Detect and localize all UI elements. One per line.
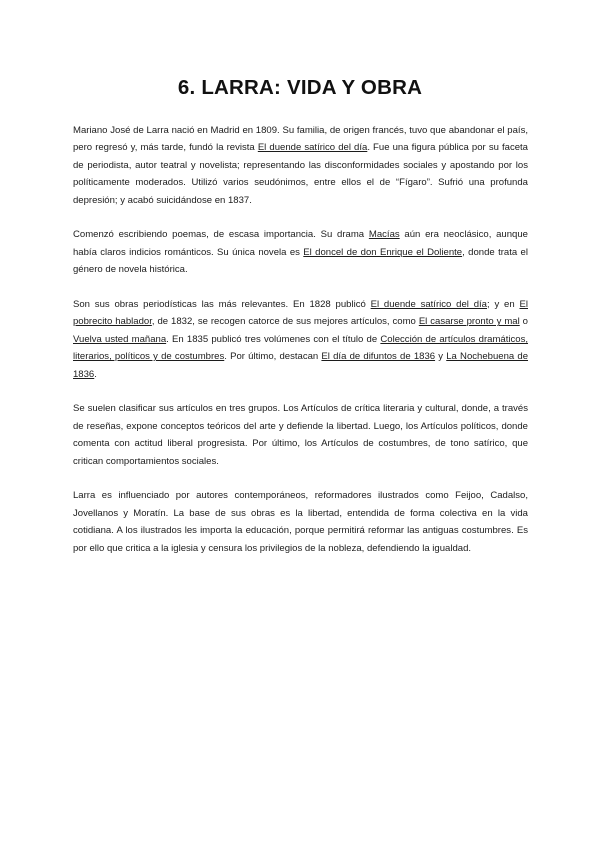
text-run: .: [94, 368, 97, 380]
work-title-duende-satirico: El duende satírico del día: [257, 142, 368, 154]
text-run: y: [435, 351, 447, 363]
work-title-coleccion-articulos: Colección de artículos dramáticos, literarios, políticos y de costumbres: [73, 333, 529, 363]
text-run: Se suelen clasificar sus artículos en tres grupos. Los Artículos de crítica literaria y cultural, donde, a través de reseñas, expone conceptos teóricos del arte y defiende la libertad. Luego, los Artículos políticos, donde comenta con actitud liberal progresista. Por último, los Artículos de costumbres, de tono satírico, que critican comportamientos sociales.: [73, 403, 528, 467]
page-title: 6. LARRA: VIDA Y OBRA: [177, 76, 423, 99]
text-run: aún era neoclásico, aunque había claros indicios románticos. Su única novela es: [73, 229, 528, 258]
work-title-casarse-pronto: El casarse pronto y mal: [418, 316, 520, 328]
text-run: . En 1835 publicó tres volúmenes con el título de: [166, 333, 381, 345]
paragraph-early-works: [73, 226, 528, 278]
work-title-doncel: El doncel de don Enrique el Doliente: [303, 246, 463, 258]
document-body: [73, 122, 528, 574]
text-run: ; y en: [487, 299, 520, 311]
work-title-pobrecito-hablador: El pobrecito hablador: [73, 299, 528, 328]
work-title-nochebuena: La Nochebuena de 1836: [73, 351, 529, 380]
text-run: o: [519, 316, 528, 328]
paragraph-article-groups: [73, 400, 528, 470]
text-run: Son sus obras periodísticas las más relevantes. En 1828 publicó: [73, 299, 371, 311]
paragraph-influences: [73, 487, 528, 557]
paragraph-biography: [73, 122, 528, 209]
work-title-duende-satirico: El duende satírico del día: [370, 299, 487, 311]
text-run: . Por último, destacan: [224, 351, 322, 363]
paragraph-journalism: [73, 296, 528, 383]
text-run: Mariano José de Larra nació en Madrid en 1809. Su familia, de origen francés, tuvo que abandonar el país, pero regresó y, más tarde, fundó la revista: [73, 125, 528, 154]
text-run: Comenzó escribiendo poemas, de escasa importancia. Su drama: [73, 229, 369, 241]
work-title-macias: Macías: [368, 229, 400, 241]
text-run: Larra es influenciado por autores contemporáneos, reformadores ilustrados como Feijoo, Cadalso, Jovellanos y Moratín. La base de sus obras es la libertad, entendida de forma colectiva en la vida cotidiana. A los ilustrados les importa la educación, porque permitirá reformar las antiguas costumbres. Es por ello que critica a la iglesia y censura los privilegios de la nobleza, defendiendo la igualdad.: [73, 490, 528, 554]
text-run: , de 1832, se recogen catorce de sus mejores artículos, como: [151, 316, 419, 328]
work-title-vuelva-usted: Vuelva usted mañana: [73, 333, 167, 345]
text-run: . Fue una figura pública por su faceta de periodista, autor teatral y novelista; representando las disconformidades sociales y apostando por los políticamente moderados. Utilizó varios seudónimos, entre ellos el de “Fígaro”. Sufrió una profunda depresión; y acabó suicidándose en 1837.: [73, 142, 528, 206]
work-title-dia-difuntos: El día de difuntos de 1836: [321, 351, 436, 363]
text-run: , donde trata el género de novela histórica.: [73, 246, 528, 276]
